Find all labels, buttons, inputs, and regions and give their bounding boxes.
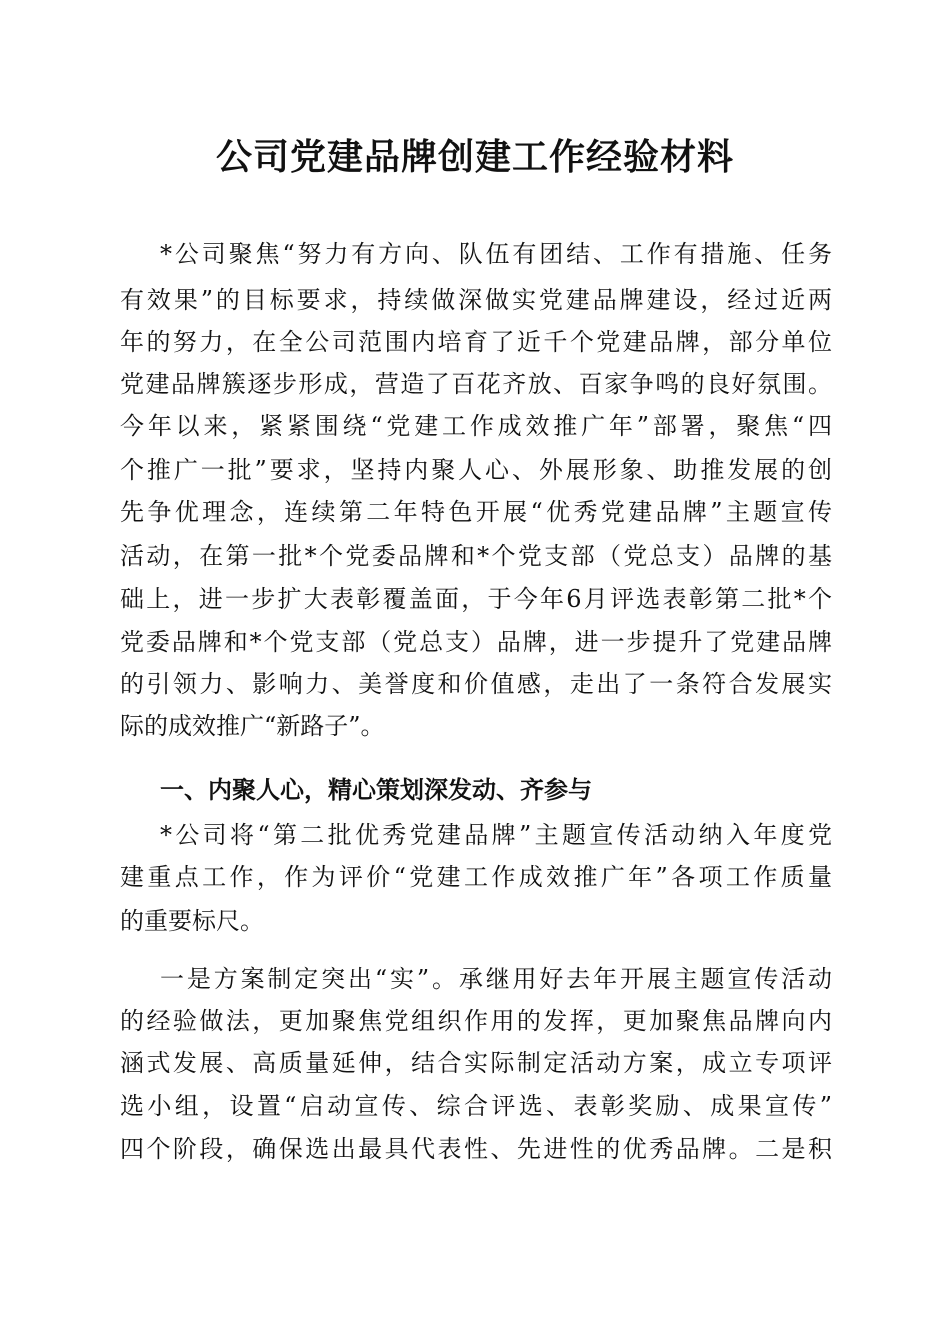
paragraph-line: 活动，在第一批*个党委品牌和*个党支部（党总支）品牌的基: [120, 542, 832, 570]
paragraph-line: *公司将“第二批优秀党建品牌”主题宣传活动纳入年度党: [160, 821, 832, 849]
paragraph-line: 今年以来，紧紧围绕“党建工作成效推广年”部署，聚焦“四: [120, 412, 832, 440]
paragraph-line: 一是方案制定突出“实”。承继用好去年开展主题宣传活动: [160, 965, 832, 993]
paragraph-line: 础上，进一步扩大表彰覆盖面，于今年6月评选表彰第二批*个: [120, 585, 832, 613]
paragraph-line: 党委品牌和*个党支部（党总支）品牌，进一步提升了党建品牌: [120, 628, 832, 656]
paragraph-line: 四个阶段，确保选出最具代表性、先进性的优秀品牌。二是积: [120, 1135, 832, 1163]
paragraph-line: 的重要标尺。: [120, 907, 264, 935]
paragraph-line: 涵式发展、高质量延伸，结合实际制定活动方案，成立专项评: [120, 1049, 832, 1077]
paragraph-line: 先争优理念，连续第二年特色开展“优秀党建品牌”主题宣传: [120, 498, 832, 526]
paragraph-line: 的引领力、影响力、美誉度和价值感，走出了一条符合发展实: [120, 670, 832, 698]
paragraph-line: 年的努力，在全公司范围内培育了近千个党建品牌，部分单位: [120, 328, 832, 356]
paragraph-line: 际的成效推广“新路子”。: [120, 712, 385, 740]
paragraph-line: 建重点工作，作为评价“党建工作成效推广年”各项工作质量: [120, 863, 832, 891]
paragraph-line: 的经验做法，更加聚焦党组织作用的发挥，更加聚焦品牌向内: [120, 1007, 832, 1035]
paragraph-line: 党建品牌簇逐步形成，营造了百花齐放、百家争鸣的良好氛围。: [120, 370, 832, 398]
paragraph-line: 个推广一批”要求，坚持内聚人心、外展形象、助推发展的创: [120, 456, 832, 484]
document-title: 公司党建品牌创建工作经验材料: [215, 136, 734, 178]
paragraph-line: *公司聚焦“努力有方向、队伍有团结、工作有措施、任务: [160, 240, 832, 268]
section-heading: 一、内聚人心，精心策划深发动、齐参与: [160, 776, 592, 804]
paragraph-line: 选小组，设置“启动宣传、综合评选、表彰奖励、成果宣传”: [120, 1092, 832, 1120]
paragraph-line: 有效果”的目标要求，持续做深做实党建品牌建设，经过近两: [120, 286, 832, 314]
